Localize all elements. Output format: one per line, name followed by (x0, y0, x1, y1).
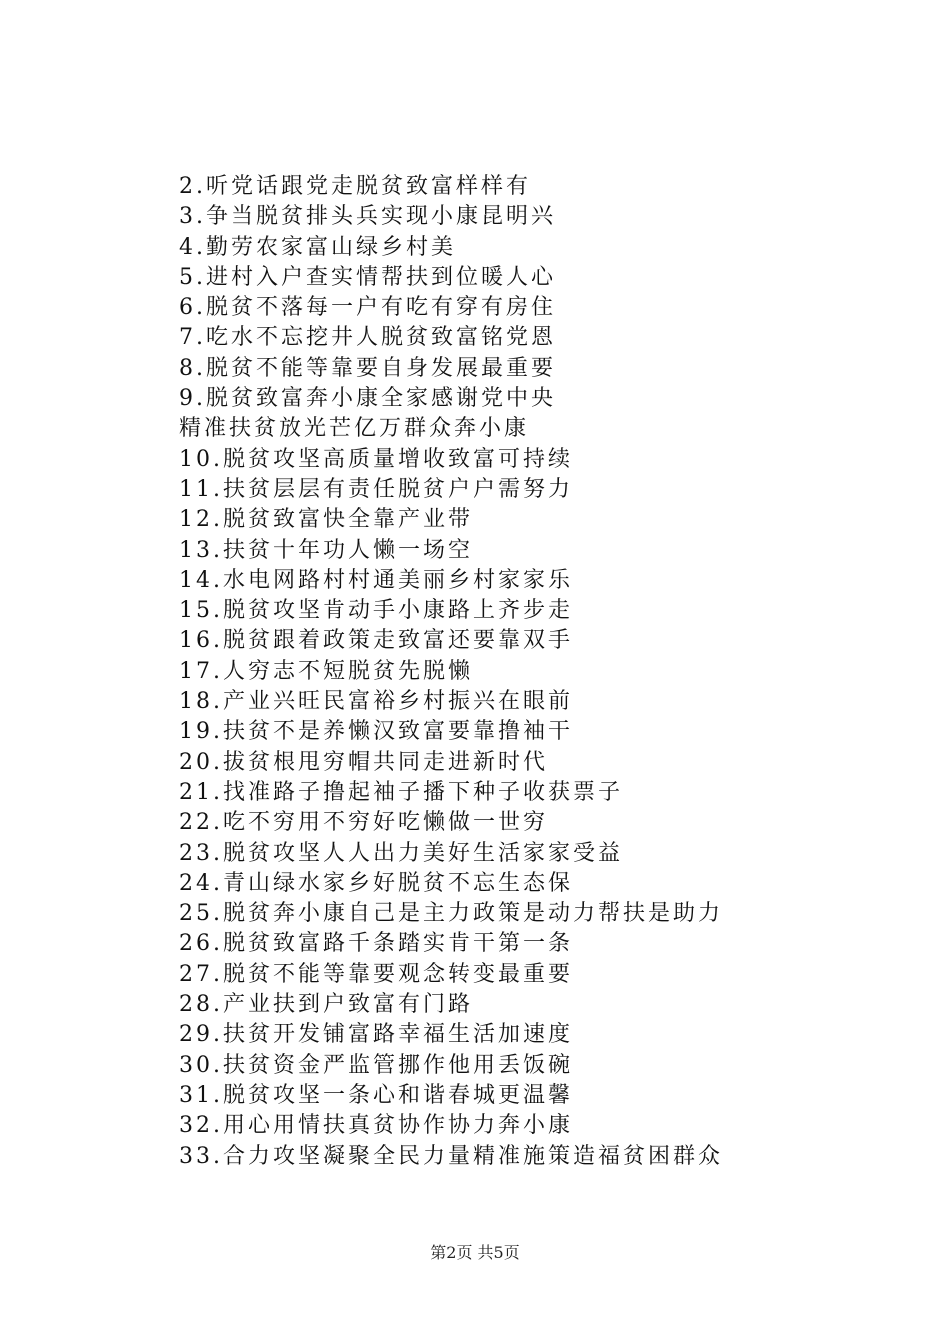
list-item: 精准扶贫放光芒亿万群众奔小康 (179, 416, 530, 442)
list-item: 17.人穷志不短脱贫先脱懒 (179, 658, 473, 684)
list-item: 15.脱贫攻坚肯动手小康路上齐步走 (179, 598, 573, 624)
slogan-list (179, 172, 899, 1172)
list-item: 16.脱贫跟着政策走致富还要靠双手 (179, 628, 573, 654)
list-item: 4.勤劳农家富山绿乡村美 (179, 234, 456, 260)
list-item: 25.脱贫奔小康自己是主力政策是动力帮扶是助力 (179, 901, 723, 927)
list-item: 22.吃不穷用不穷好吃懒做一世穷 (179, 810, 548, 836)
list-item: 31.脱贫攻坚一条心和谐春城更温馨 (179, 1082, 573, 1108)
list-item: 19.扶贫不是养懒汉致富要靠撸袖干 (179, 719, 573, 745)
list-item: 6.脱贫不落每一户有吃有穿有房住 (179, 295, 556, 321)
list-item: 28.产业扶到户致富有门路 (179, 992, 473, 1018)
list-item: 12.脱贫致富快全靠产业带 (179, 507, 473, 533)
list-item: 5.进村入户查实情帮扶到位暖人心 (179, 264, 556, 290)
list-item: 21.找准路子撸起袖子播下种子收获票子 (179, 779, 623, 805)
list-item: 8.脱贫不能等靠要自身发展最重要 (179, 355, 556, 381)
list-item: 14.水电网路村村通美丽乡村家家乐 (179, 567, 573, 593)
list-item: 2.听党话跟党走脱贫致富样样有 (179, 174, 531, 199)
list-item: 3.争当脱贫排头兵实现小康昆明兴 (179, 204, 556, 230)
list-item: 20.拔贫根甩穷帽共同走进新时代 (179, 749, 548, 775)
list-item: 10.脱贫攻坚高质量增收致富可持续 (179, 446, 573, 472)
list-item: 11.扶贫层层有责任脱贫户户需努力 (179, 476, 573, 502)
list-item: 18.产业兴旺民富裕乡村振兴在眼前 (179, 689, 573, 715)
list-item: 23.脱贫攻坚人人出力美好生活家家受益 (179, 840, 623, 866)
list-item: 29.扶贫开发铺富路幸福生活加速度 (179, 1022, 573, 1048)
list-item: 7.吃水不忘挖井人脱贫致富铭党恩 (179, 325, 556, 351)
list-item: 24.青山绿水家乡好脱贫不忘生态保 (179, 870, 573, 896)
list-item: 26.脱贫致富路千条踏实肯干第一条 (179, 931, 573, 957)
list-item: 9.脱贫致富奔小康全家感谢党中央 (179, 386, 556, 412)
list-item: 32.用心用情扶真贫协作协力奔小康 (179, 1113, 573, 1139)
list-item: 33.合力攻坚凝聚全民力量精准施策造福贫困群众 (179, 1143, 723, 1169)
page-number-footer: 第2页 共5页 (430, 1243, 520, 1262)
list-item: 27.脱贫不能等靠要观念转变最重要 (179, 961, 573, 987)
list-item: 30.扶贫资金严监管挪作他用丢饭碗 (179, 1052, 573, 1078)
list-item: 13.扶贫十年功人懒一场空 (179, 537, 473, 563)
